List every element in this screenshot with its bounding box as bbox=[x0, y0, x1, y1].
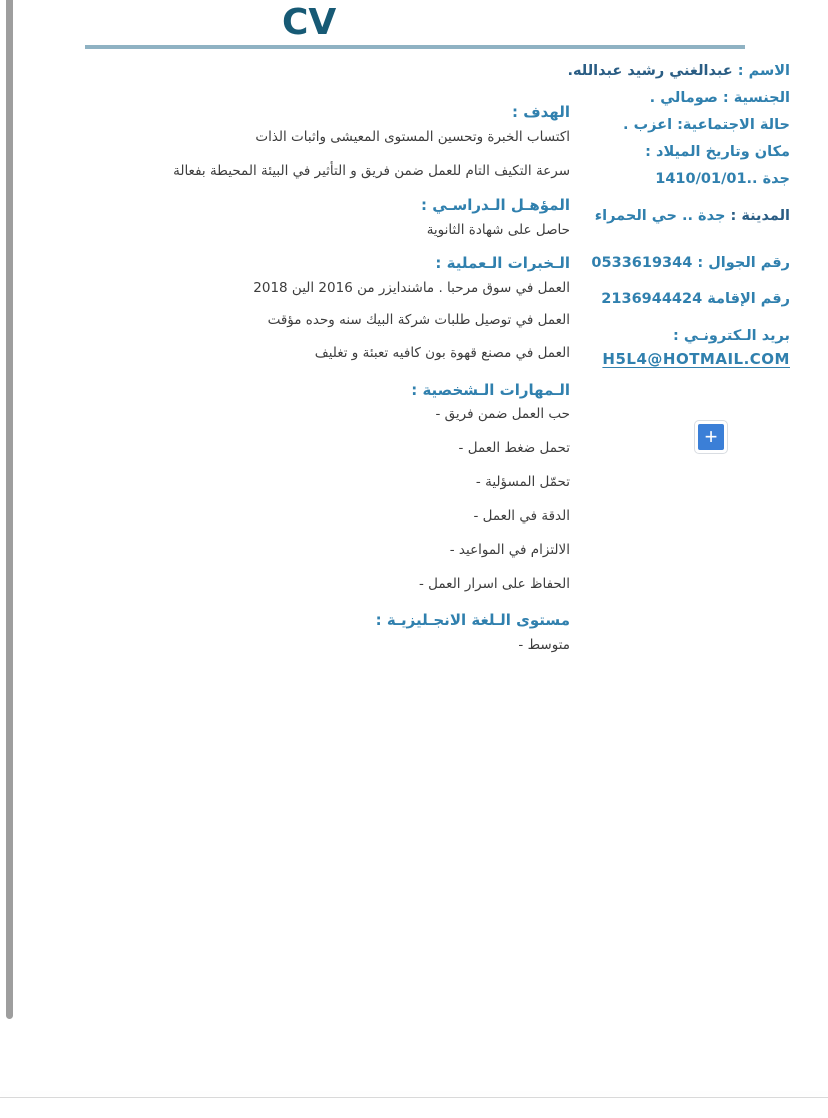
skills-heading: الـمهارات الـشخصية : bbox=[411, 381, 570, 399]
page-title: CV bbox=[282, 2, 337, 43]
birth-label-line: مكان وتاريخ الميلاد : bbox=[645, 144, 790, 160]
residence-id-line: رقم الإقامة 2136944424 bbox=[601, 291, 790, 307]
objective-paragraph: اكتساب الخبرة وتحسين المستوى المعيشى واثبات الذات bbox=[255, 129, 570, 145]
english-level-heading: مستوى الـلغة الانجـليزيـة : bbox=[375, 611, 570, 629]
scrollbar-thumb[interactable] bbox=[6, 0, 13, 1019]
plus-icon: + bbox=[698, 424, 724, 450]
mobile-number-line: رقم الجوال : 0533619344 bbox=[591, 255, 790, 271]
skill-item: - تحمّل المسؤلية bbox=[475, 474, 570, 490]
name-value: عبدالغني رشيد عبدالله. bbox=[567, 63, 733, 79]
objective-heading: الهدف : bbox=[512, 103, 570, 121]
nationality-line: الجنسية : صومالي . bbox=[649, 90, 790, 106]
city-value: جدة .. حي الحمراء bbox=[594, 208, 726, 224]
education-heading: المؤهـل الـدراسـي : bbox=[421, 196, 570, 214]
experience-heading: الـخبرات الـعملية : bbox=[435, 254, 570, 272]
cv-body-column bbox=[173, 103, 570, 655]
skill-item: - الالتزام في المواعيد bbox=[449, 542, 570, 558]
name-label: الاسم : bbox=[732, 63, 790, 79]
city-label: المدينة : bbox=[725, 208, 790, 224]
name-line bbox=[490, 62, 790, 81]
email-label-line: بريد الـكترونـي : bbox=[672, 328, 790, 344]
marital-status-line: حالة الاجتماعية: اعزب . bbox=[623, 117, 790, 133]
skill-item: - الحفاظ على اسرار العمل bbox=[418, 576, 570, 592]
experience-paragraph: العمل في مصنع قهوة بون كافيه تعبئة و تغليف bbox=[314, 345, 570, 361]
skill-item: - تحمل ضغط العمل bbox=[458, 440, 570, 456]
add-button[interactable] bbox=[694, 420, 728, 454]
email-link[interactable]: H5L4@HOTMAIL.COM bbox=[602, 350, 790, 368]
page-break-divider bbox=[0, 1097, 828, 1098]
experience-paragraph: العمل في سوق مرحبا . ماشندايزر من 2016 الين 2018 bbox=[253, 280, 570, 296]
experience-paragraph: العمل في توصيل طلبات شركة البيك سنه وحده مؤقت bbox=[267, 312, 570, 328]
skill-item: - حب العمل ضمن فريق bbox=[435, 406, 570, 422]
title-underline bbox=[85, 45, 745, 49]
education-paragraph: حاصل على شهادة الثانوية bbox=[426, 222, 570, 238]
objective-paragraph: سرعة التكيف التام للعمل ضمن فريق و التأثير في البيئة المحيطة بفعالة bbox=[173, 163, 570, 179]
birth-value-line: جدة ..1410/01/01 bbox=[655, 171, 790, 187]
english-level-value: - متوسط bbox=[518, 637, 570, 653]
skill-item: - الدقة في العمل bbox=[473, 508, 570, 524]
